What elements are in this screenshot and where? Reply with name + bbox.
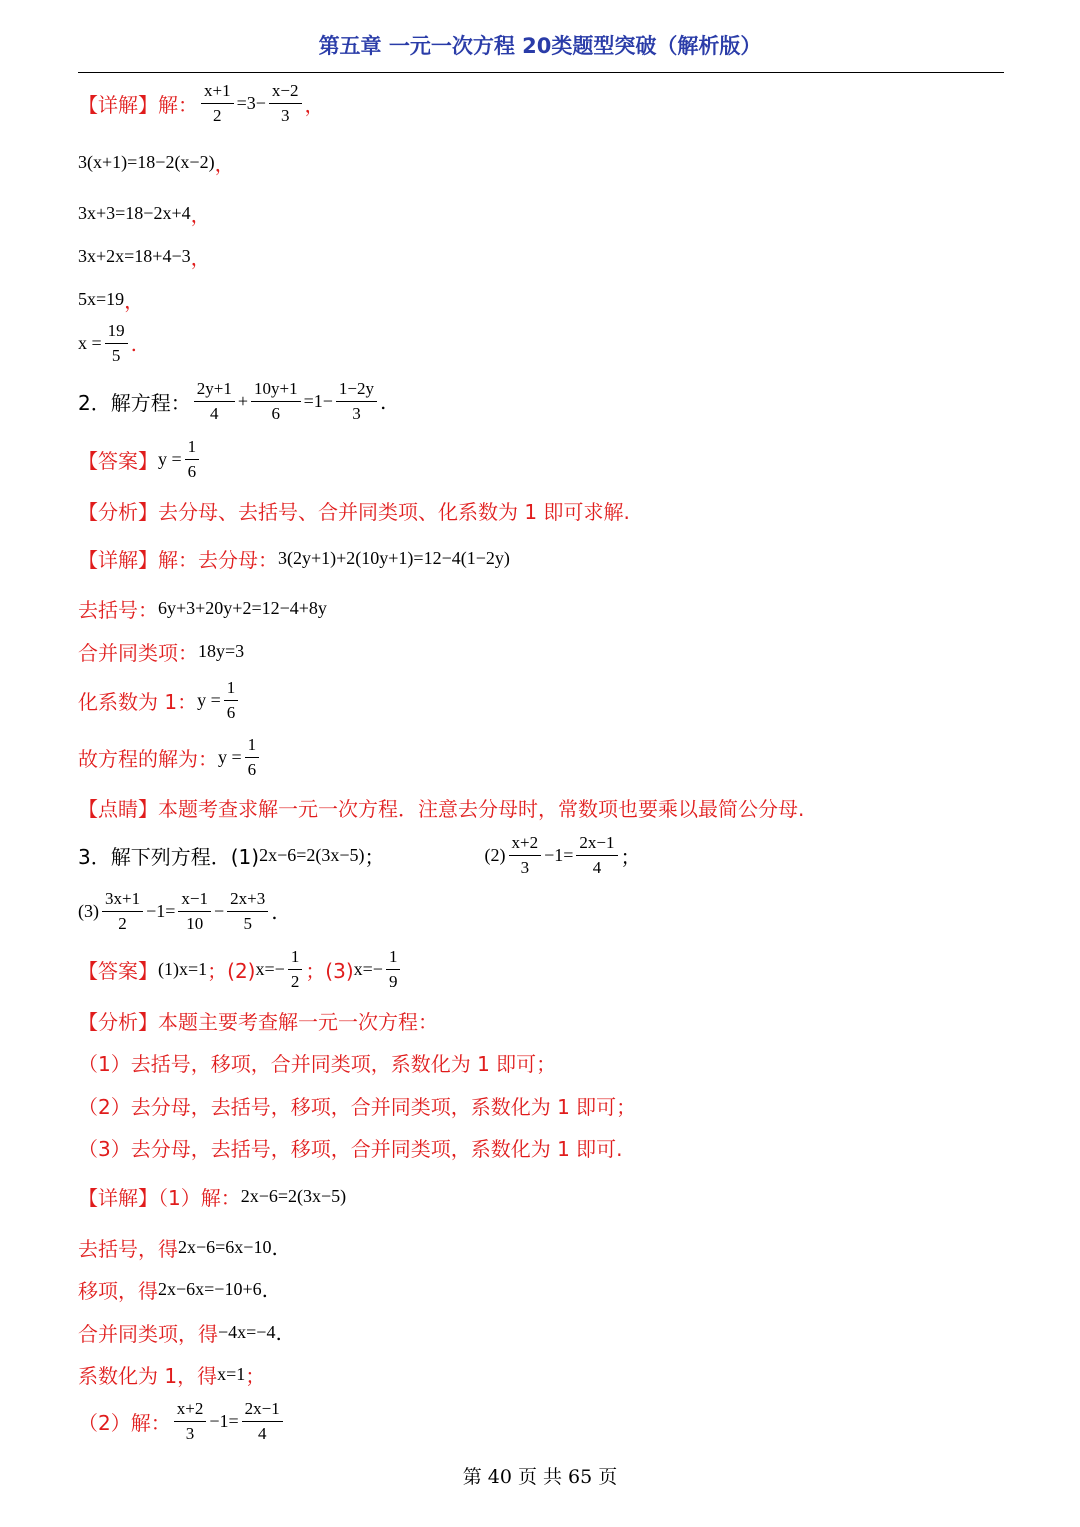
question-3-part-3: (3) $\frac{3x+1}{2}$ −1= $\frac{x-1}{10}$ − $\frac{2x+3}{5}$ . xyxy=(78,889,278,933)
fraction: $\frac{1}{6}$ xyxy=(245,734,260,781)
step-line: x = $\frac{19}{5}$ . xyxy=(78,321,138,365)
step-line: 系数化为 1，得 x=1 ； xyxy=(78,1364,266,1388)
step-line: 去括号： 6y+3+20y+2=12−4+8y xyxy=(78,598,327,622)
comment-2: 【点睛】本题考查求解一元一次方程．注意去分母时，常数项也要乘以最简公分母. xyxy=(78,797,805,821)
fraction: $\frac{x-2}{3}$ xyxy=(269,80,302,127)
detail-line-1: 【详解】解： $\frac{x+1}{2}$ =3− $\frac{x-2}{3}$ ， xyxy=(78,81,325,125)
fraction: $\frac{x+2}{3}$ xyxy=(509,832,542,879)
fraction: $\frac{3x+1}{2}$ xyxy=(102,888,143,935)
fraction: $\frac{1}{6}$ xyxy=(185,436,200,483)
analysis-2: 【分析】去分母、去括号、合并同类项、化系数为 1 即可求解. xyxy=(78,500,630,524)
fraction: $\frac{1}{6}$ xyxy=(224,677,239,724)
detail-3: 【详解】（1）解： 2x−6=2(3x−5) xyxy=(78,1186,347,1210)
question-2: 2．解方程： $\frac{2y+1}{4}$ + $\frac{10y+1}{6}$ =1− $\frac{1-2y}{3}$ . xyxy=(78,379,387,423)
fraction: $\frac{19}{5}$ xyxy=(105,320,128,367)
answer-2: 【答案】 y = $\frac{1}{6}$ xyxy=(78,436,202,483)
step-line: 去括号，得 2x−6=6x−10 . xyxy=(78,1235,278,1261)
fraction: $\frac{x+2}{3}$ xyxy=(174,1398,207,1445)
analysis-3-line-3: （2）去分母，去括号，移项，合并同类项，系数化为 1 即可； xyxy=(78,1095,637,1119)
step-line: 故方程的解为： y = $\frac{1}{6}$ xyxy=(78,734,262,781)
fraction: $\frac{1-2y}{3}$ xyxy=(336,378,377,425)
fraction: $\frac{x-1}{10}$ xyxy=(178,888,211,935)
detail-tag: 【详解】解： xyxy=(78,93,198,117)
analysis-3-line-2: （1）去括号，移项，合并同类项，系数化为 1 即可； xyxy=(78,1052,557,1076)
fraction: $\frac{2x-1}{4}$ xyxy=(576,832,617,879)
math-text: =3− xyxy=(236,93,266,113)
step-line: 5x=19 ， xyxy=(78,289,145,313)
step-line: 3x+3=18−2x+4 ， xyxy=(78,203,211,227)
fraction: $\frac{1}{9}$ xyxy=(386,946,401,993)
step-line: （2）解： $\frac{x+2}{3}$ −1= $\frac{2x-1}{4}$ xyxy=(78,1398,286,1445)
fraction: $\frac{x+1}{2}$ xyxy=(201,80,234,127)
page-header-title: 第五章 一元一次方程 20类题型突破（解析版） xyxy=(318,34,762,58)
fraction: $\frac{2x+3}{5}$ xyxy=(227,888,268,935)
detail-2: 【详解】解：去分母： 3(2y+1)+2(10y+1)=12−4(1−2y) xyxy=(78,548,510,572)
fraction: $\frac{1}{2}$ xyxy=(288,946,303,993)
step-line: 3x+2x=18+4−3 ， xyxy=(78,246,211,270)
step-line: 合并同类项： 18y=3 xyxy=(78,641,245,665)
header-rule xyxy=(78,72,1004,73)
fraction: $\frac{10y+1}{6}$ xyxy=(251,378,301,425)
step-line: 合并同类项，得 −4x=−4 . xyxy=(78,1320,282,1346)
analysis-3-line-1: 【分析】本题主要考查解一元一次方程： xyxy=(78,1010,438,1034)
step-line: 移项，得 2x−6x=−10+6 . xyxy=(78,1277,268,1303)
fraction: $\frac{2y+1}{4}$ xyxy=(194,378,235,425)
fraction: $\frac{2x-1}{4}$ xyxy=(242,1398,283,1445)
answer-3: 【答案】 (1) x=1 ；(2) x=− $\frac{1}{2}$ ；(3) x=− $\frac{1}{9}$ xyxy=(78,946,403,993)
step-line: 化系数为 1： y = $\frac{1}{6}$ xyxy=(78,677,241,724)
page-footer: 第 40 页 共 65 页 xyxy=(462,1466,618,1488)
question-3: 3．解下列方程．(1) 2x−6=2(3x−5) ； (2) $\frac{x+2}{3}$ −1= $\frac{2x-1}{4}$ ； xyxy=(78,833,641,877)
step-line: 3(x+1)=18−2(x−2) ， xyxy=(78,152,235,176)
analysis-3-line-4: （3）去分母，去括号，移项，合并同类项，系数化为 1 即可. xyxy=(78,1137,623,1161)
